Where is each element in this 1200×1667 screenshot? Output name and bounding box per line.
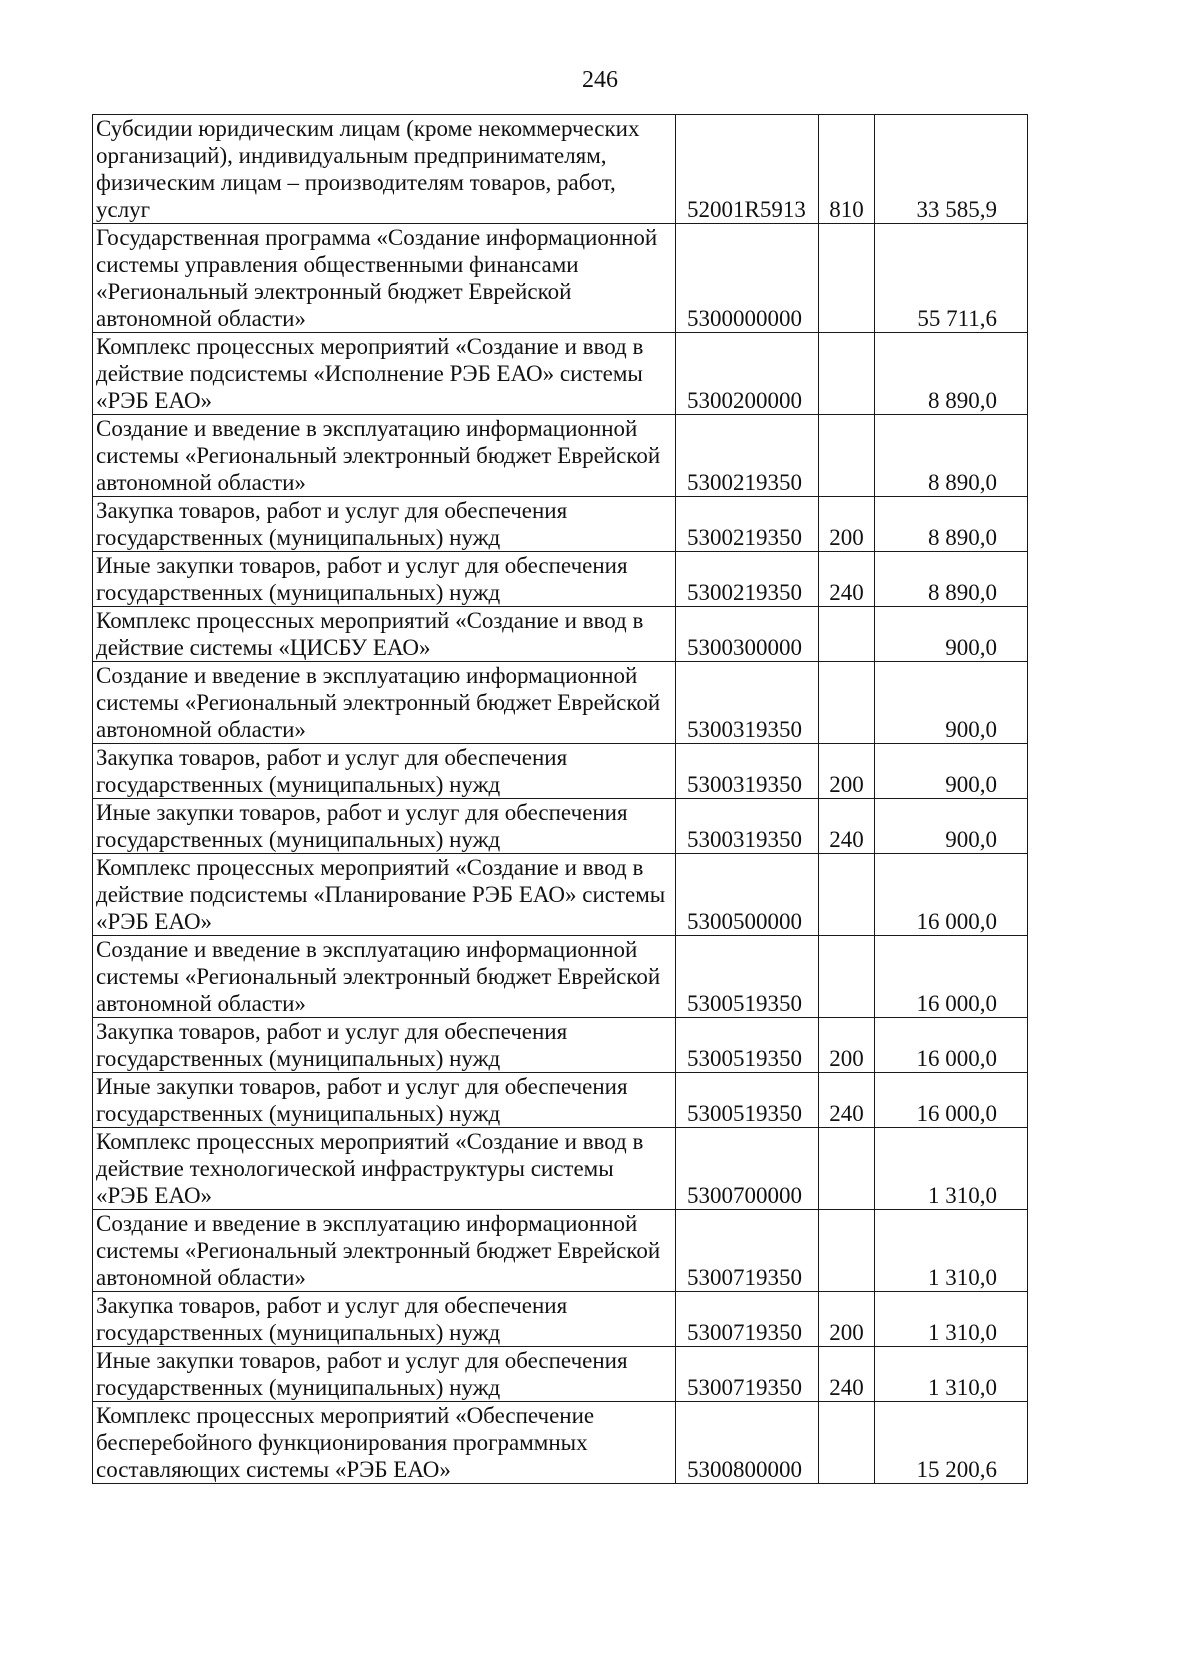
table-body <box>93 115 1028 1484</box>
row-expense-type-cell <box>819 662 875 744</box>
row-amount-cell: 900,0 <box>875 607 1028 662</box>
row-expense-type-cell: 810 <box>819 115 875 224</box>
row-code-cell: 5300219350 <box>676 415 819 497</box>
row-expense-type-cell: 200 <box>819 1018 875 1073</box>
table-row <box>93 1018 1028 1073</box>
row-amount-cell: 1 310,0 <box>875 1292 1028 1347</box>
row-name-cell: Комплекс процессных мероприятий «Создание и ввод в действие подсистемы «Планирование РЭБ ЕАО» системы «РЭБ ЕАО» <box>93 854 676 936</box>
row-code-cell: 5300300000 <box>676 607 819 662</box>
row-expense-type-cell <box>819 1210 875 1292</box>
row-expense-type-cell <box>819 1128 875 1210</box>
row-code-cell: 5300800000 <box>676 1402 819 1484</box>
table-row <box>93 1073 1028 1128</box>
table-row <box>93 333 1028 415</box>
page-number: 246 <box>582 67 618 93</box>
row-name-cell: Закупка товаров, работ и услуг для обеспечения государственных (муниципальных) нужд <box>93 1292 676 1347</box>
row-code-cell: 5300519350 <box>676 1018 819 1073</box>
row-amount-cell: 16 000,0 <box>875 936 1028 1018</box>
table-row <box>93 224 1028 333</box>
row-code-cell: 5300519350 <box>676 1073 819 1128</box>
row-expense-type-cell <box>819 415 875 497</box>
table-row <box>93 552 1028 607</box>
row-amount-cell: 16 000,0 <box>875 1018 1028 1073</box>
table-row <box>93 1292 1028 1347</box>
row-code-cell: 5300219350 <box>676 497 819 552</box>
row-code-cell: 5300719350 <box>676 1292 819 1347</box>
table-row <box>93 415 1028 497</box>
row-name-cell: Создание и введение в эксплуатацию информационной системы «Региональный электронный бюджет Еврейской автономной области» <box>93 415 676 497</box>
row-name-cell: Субсидии юридическим лицам (кроме некоммерческих организаций), индивидуальным предпринимателям, физическим лицам – производителям товаров, работ, услуг <box>93 115 676 224</box>
row-name-cell: Государственная программа «Создание информационной системы управления общественными финансами «Региональный электронный бюджет Еврейской автономной области» <box>93 224 676 333</box>
row-amount-cell: 900,0 <box>875 744 1028 799</box>
table-row <box>93 607 1028 662</box>
row-expense-type-cell: 200 <box>819 1292 875 1347</box>
row-amount-cell: 33 585,9 <box>875 115 1028 224</box>
row-name-cell: Комплекс процессных мероприятий «Обеспечение бесперебойного функционирования программных составляющих системы «РЭБ ЕАО» <box>93 1402 676 1484</box>
table-row <box>93 497 1028 552</box>
row-name-cell: Создание и введение в эксплуатацию информационной системы «Региональный электронный бюджет Еврейской автономной области» <box>93 1210 676 1292</box>
row-code-cell: 5300319350 <box>676 662 819 744</box>
row-code-cell: 5300319350 <box>676 744 819 799</box>
row-amount-cell: 16 000,0 <box>875 1073 1028 1128</box>
row-name-cell: Комплекс процессных мероприятий «Создание и ввод в действие технологической инфраструктуры системы «РЭБ ЕАО» <box>93 1128 676 1210</box>
row-code-cell: 5300500000 <box>676 854 819 936</box>
table-row <box>93 1128 1028 1210</box>
row-code-cell: 5300200000 <box>676 333 819 415</box>
row-name-cell: Иные закупки товаров, работ и услуг для обеспечения государственных (муниципальных) нужд <box>93 799 676 854</box>
row-amount-cell: 55 711,6 <box>875 224 1028 333</box>
row-name-cell: Создание и введение в эксплуатацию информационной системы «Региональный электронный бюджет Еврейской автономной области» <box>93 662 676 744</box>
row-amount-cell: 900,0 <box>875 662 1028 744</box>
row-name-cell: Закупка товаров, работ и услуг для обеспечения государственных (муниципальных) нужд <box>93 497 676 552</box>
row-code-cell: 5300319350 <box>676 799 819 854</box>
row-code-cell: 5300719350 <box>676 1347 819 1402</box>
row-amount-cell: 8 890,0 <box>875 497 1028 552</box>
row-amount-cell: 1 310,0 <box>875 1128 1028 1210</box>
row-name-cell: Закупка товаров, работ и услуг для обеспечения государственных (муниципальных) нужд <box>93 744 676 799</box>
row-name-cell: Иные закупки товаров, работ и услуг для обеспечения государственных (муниципальных) нужд <box>93 552 676 607</box>
row-code-cell: 5300219350 <box>676 552 819 607</box>
row-expense-type-cell <box>819 607 875 662</box>
row-code-cell: 52001R5913 <box>676 115 819 224</box>
row-expense-type-cell <box>819 854 875 936</box>
row-name-cell: Закупка товаров, работ и услуг для обеспечения государственных (муниципальных) нужд <box>93 1018 676 1073</box>
row-code-cell: 5300519350 <box>676 936 819 1018</box>
row-expense-type-cell <box>819 1402 875 1484</box>
table-row <box>93 936 1028 1018</box>
row-code-cell: 5300719350 <box>676 1210 819 1292</box>
row-name-cell: Комплекс процессных мероприятий «Создание и ввод в действие системы «ЦИСБУ ЕАО» <box>93 607 676 662</box>
table-row <box>93 799 1028 854</box>
row-amount-cell: 900,0 <box>875 799 1028 854</box>
table-row <box>93 1210 1028 1292</box>
row-expense-type-cell: 240 <box>819 1073 875 1128</box>
row-expense-type-cell: 200 <box>819 744 875 799</box>
row-amount-cell: 1 310,0 <box>875 1210 1028 1292</box>
row-expense-type-cell <box>819 936 875 1018</box>
row-expense-type-cell <box>819 224 875 333</box>
table-row <box>93 1402 1028 1484</box>
row-expense-type-cell: 240 <box>819 1347 875 1402</box>
row-expense-type-cell: 200 <box>819 497 875 552</box>
row-name-cell: Комплекс процессных мероприятий «Создание и ввод в действие подсистемы «Исполнение РЭБ ЕАО» системы «РЭБ ЕАО» <box>93 333 676 415</box>
row-name-cell: Иные закупки товаров, работ и услуг для обеспечения государственных (муниципальных) нужд <box>93 1073 676 1128</box>
row-name-cell: Иные закупки товаров, работ и услуг для обеспечения государственных (муниципальных) нужд <box>93 1347 676 1402</box>
table-row <box>93 662 1028 744</box>
row-amount-cell: 8 890,0 <box>875 415 1028 497</box>
table-row <box>93 115 1028 224</box>
row-amount-cell: 15 200,6 <box>875 1402 1028 1484</box>
row-expense-type-cell: 240 <box>819 552 875 607</box>
row-amount-cell: 16 000,0 <box>875 854 1028 936</box>
row-code-cell: 5300000000 <box>676 224 819 333</box>
table-row <box>93 1347 1028 1402</box>
row-expense-type-cell <box>819 333 875 415</box>
table-row <box>93 744 1028 799</box>
budget-table <box>92 114 1028 1484</box>
row-code-cell: 5300700000 <box>676 1128 819 1210</box>
row-name-cell: Создание и введение в эксплуатацию информационной системы «Региональный электронный бюджет Еврейской автономной области» <box>93 936 676 1018</box>
row-amount-cell: 1 310,0 <box>875 1347 1028 1402</box>
row-amount-cell: 8 890,0 <box>875 333 1028 415</box>
row-amount-cell: 8 890,0 <box>875 552 1028 607</box>
table-row <box>93 854 1028 936</box>
row-expense-type-cell: 240 <box>819 799 875 854</box>
